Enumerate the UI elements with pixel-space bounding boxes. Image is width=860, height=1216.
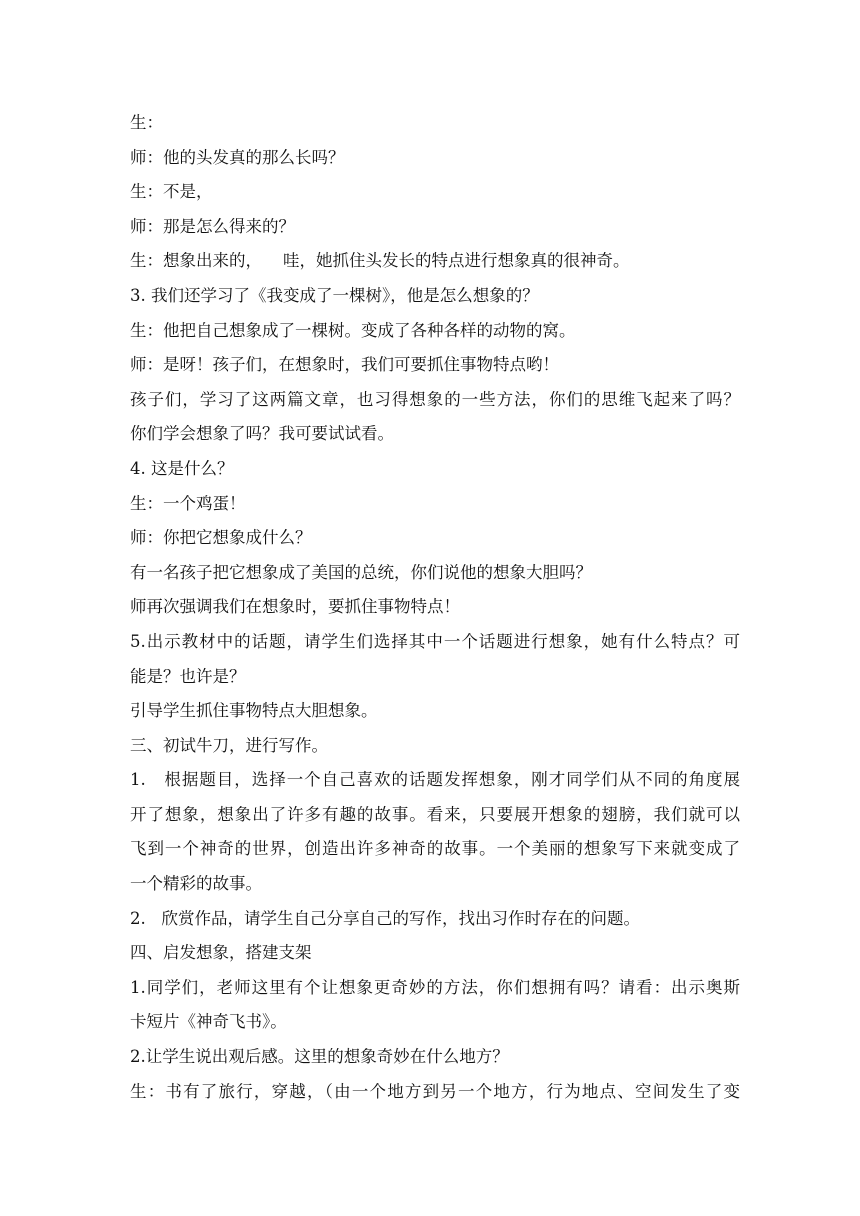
section-heading: 三、初试牛刀，进行写作。 xyxy=(130,735,328,755)
text-line: 你们学会想象了吗？我可要试试看。 xyxy=(130,424,394,444)
text-line: 能是？也许是？ xyxy=(130,666,246,686)
text-line: 5.出示教材中的话题，请学生们选择其中一个话题进行想象，她有什么特点？可 xyxy=(130,631,740,651)
text-line: 生：他把自己想象成了一棵树。变成了各种各样的动物的窝。 xyxy=(130,320,576,340)
text-line: 2.让学生说出观后感。这里的想象奇妙在什么地方？ xyxy=(130,1047,509,1067)
text-line: 生：书有了旅行，穿越，（由一个地方到另一个地方，行为地点、空间发生了变 xyxy=(130,1081,740,1101)
document-body xyxy=(130,106,740,1109)
text-line: 4. 这是什么？ xyxy=(130,458,234,478)
text-line: 生：不是， xyxy=(130,182,213,202)
text-line: 师：那是怎么得来的？ xyxy=(130,216,295,236)
text-line: 3. 我们还学习了《我变成了一棵树》，他是怎么想象的？ xyxy=(130,285,539,305)
text-line: 开了想象，想象出了许多有趣的故事。看来，只要展开想象的翅膀，我们就可以 xyxy=(130,804,740,824)
text-line: 师：你把它想象成什么？ xyxy=(130,528,312,548)
text-line: 师：他的头发真的那么长吗？ xyxy=(130,147,345,167)
text-line: 师：是呀！孩子们，在想象时，我们可要抓住事物特点哟！ xyxy=(130,355,559,375)
text-line: 飞到一个神奇的世界，创造出许多神奇的故事。一个美丽的想象写下来就变成了 xyxy=(130,839,740,859)
text-line: 1. 根据题目，选择一个自己喜欢的话题发挥想象，刚才同学们从不同的角度展 xyxy=(130,770,740,790)
text-line: 生：一个鸡蛋！ xyxy=(130,493,246,513)
text-line: 孩子们，学习了这两篇文章，也习得想象的一些方法，你们的思维飞起来了吗？ xyxy=(130,389,740,409)
text-line: 生：想象出来的， 哇，她抓住头发长的特点进行想象真的很神奇。 xyxy=(130,251,630,271)
text-line: 2. 欣赏作品，请学生自己分享自己的写作，找出习作时存在的问题。 xyxy=(130,908,640,928)
text-line: 师再次强调我们在想象时，要抓住事物特点！ xyxy=(130,597,460,617)
text-line: 生： xyxy=(130,113,163,132)
text-line: 有一名孩子把它想象成了美国的总统，你们说他的想象大胆吗？ xyxy=(130,562,592,582)
text-line: 卡短片《神奇飞书》。 xyxy=(130,1012,287,1032)
text-line: 引导学生抓住事物特点大胆想象。 xyxy=(130,701,378,721)
section-heading: 四、启发想象，搭建支架 xyxy=(130,943,312,963)
text-line: 一个精彩的故事。 xyxy=(130,874,262,894)
text-line: 1.同学们，老师这里有个让想象更奇妙的方法，你们想拥有吗？请看：出示奥斯 xyxy=(130,977,740,997)
